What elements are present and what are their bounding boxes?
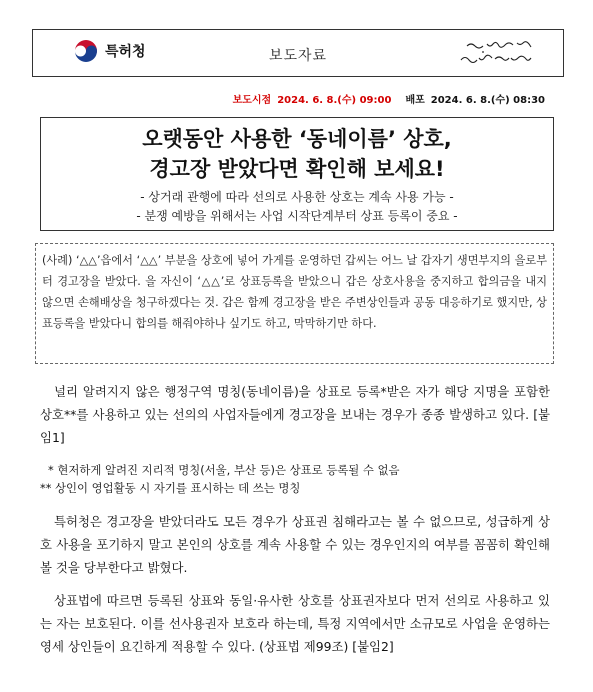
doc-type-title: 보도자료 <box>268 48 328 64</box>
footnote-1: * 현저하게 알려진 지리적 명칭(서울, 부산 등)은 상표로 등록될 수 없음 <box>48 463 400 477</box>
release-info <box>233 91 545 106</box>
headline-line-2: 경고장 받았다면 확인해 보세요! <box>149 157 445 181</box>
agency-name: 특허청 <box>105 44 146 60</box>
body-paragraph-1: 널리 알려지지 않은 행정구역 명칭(동네이름)을 상표로 등록*받은 자가 해당 지명을 포함한 상호**를 사용하고 있는 선의의 사업자들에게 경고장을 보내는 경우가 종종 발생하고 있다. [붙임1] <box>40 384 550 445</box>
embargo-value: 2024. 6. 8.(수) 09:00 <box>277 95 392 106</box>
headline-line-1: 오랫동안 사용한 ‘동네이름’ 상호, <box>142 127 452 151</box>
headline-box <box>40 117 554 231</box>
subheadline-2: - 분쟁 예방을 위해서는 사업 시작단계부터 상표 등록이 중요 - <box>136 209 458 223</box>
handwritten-slogan-icon <box>453 38 545 70</box>
press-header <box>32 29 564 77</box>
body-paragraph-2: 특허청은 경고장을 받았더라도 모든 경우가 상표권 침해라고는 볼 수 없으므로, 성급하게 상호 사용을 포기하지 말고 본인의 상호를 계속 사용할 수 있는 경우인지의 여부를 꼼꼼히 확인해볼 것을 당부한다고 밝혔다. <box>40 514 550 575</box>
subheadline-1: - 상거래 관행에 따라 선의로 사용한 상호는 계속 사용 가능 - <box>140 190 454 204</box>
case-example-box: (사례) ‘△△’읍에서 ‘△△’ 부분을 상호에 넣어 가게를 운영하던 갑씨는 어느 날 갑자기 생면부지의 을로부터 경고장을 받았다. 을 자신이 ‘△△’로 상표등록을 받았으니 갑은 상호사용을 중지하고 합의금을 내지 않으면 손해배상을 청구하겠다는 것. 갑은 함께 경고장을 받은 주변상인들과 공동 대응하기로 했지만, 상표등록을 받았다니 합의를 해줘야하나 싶기도 하고, 막막하기만 하다. <box>35 243 554 364</box>
body-paragraph-3: 상표법에 따르면 등록된 상표와 동일·유사한 상호를 상표권자보다 먼저 선의로 사용하고 있는 자는 보호된다. 이를 선사용권자 보호라 하는데, 특정 지역에서만 소규모로 사업을 운영하는 영세 상인들이 요긴하게 적용할 수 있다. (상표법 제99조) [붙임2] <box>40 593 550 654</box>
embargo-label: 보도시점 <box>232 95 272 106</box>
footnote-2: ** 상인이 영업활동 시 자기를 표시하는 데 쓰는 명칭 <box>40 481 301 495</box>
distribution-value: 2024. 6. 8.(수) 08:30 <box>430 95 545 106</box>
distribution-label: 배포 <box>405 95 425 106</box>
